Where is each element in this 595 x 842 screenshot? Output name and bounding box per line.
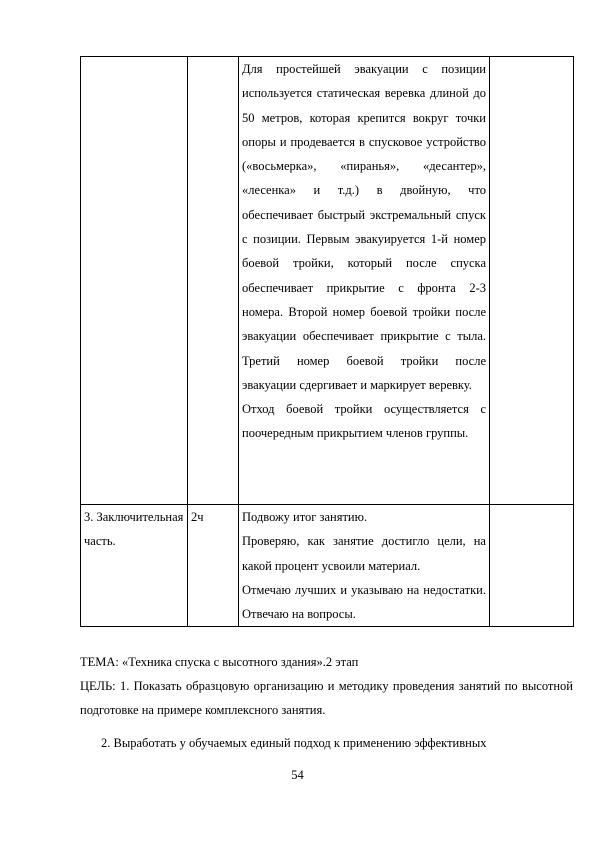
table-row [81,505,574,627]
time-cell [188,57,239,505]
content-paragraph: Проверяю, как занятие достигло цели, на какой процент усвоили материал. [242,534,486,573]
notes-cell [490,505,574,627]
page-number: 54 [291,768,304,782]
content-paragraph: Подвожу итог занятию. [242,510,368,524]
content-paragraph: Отмечаю лучших и указываю на недостатки. Отвечаю на вопросы. [242,582,486,622]
time-cell: 2ч [188,505,239,627]
theme-line: ТЕМА: «Техника спуска с высотного здания».2 этап [80,655,359,669]
content-paragraph: Для простейшей эвакуации с позиции используется статическая веревка длиной до 50 метров, которая крепится вокруг точки опоры и продевается в спусковое устройство («восьмерка», «пиранья», «десантер», «лесенка» и т.д.) в двойную, что обеспечивает быстрый экстремальный спуск с позиции. Первым эвакуируется 1-й номер боевой тройки, который после спуска обеспечивает прикрытие с фронта 2-3 номера. Второй номер боевой тройки после эвакуации обеспечивает прикрытие с тыла. Третий номер боевой тройки после эвакуации сдергивает и маркирует веревку. [242,62,486,392]
stage-cell [81,57,188,505]
goal-paragraph-continuation: 2. Выработать у обучаемых единый подход к применению эффективных [101,736,487,750]
lesson-plan-table [80,56,574,627]
content-cell [239,57,490,505]
table-row [81,57,574,505]
goal-paragraph: ЦЕЛЬ: 1. Показать образцовую организацию и методику проведения занятий по высотной подготовке на примере комплексного занятия. [80,679,573,718]
stage-cell: 3. Заключительная часть. [81,505,188,627]
content-cell [239,505,490,627]
content-paragraph: Отход боевой тройки осуществляется с поочередным прикрытием членов группы. [242,402,486,441]
notes-cell [490,57,574,505]
